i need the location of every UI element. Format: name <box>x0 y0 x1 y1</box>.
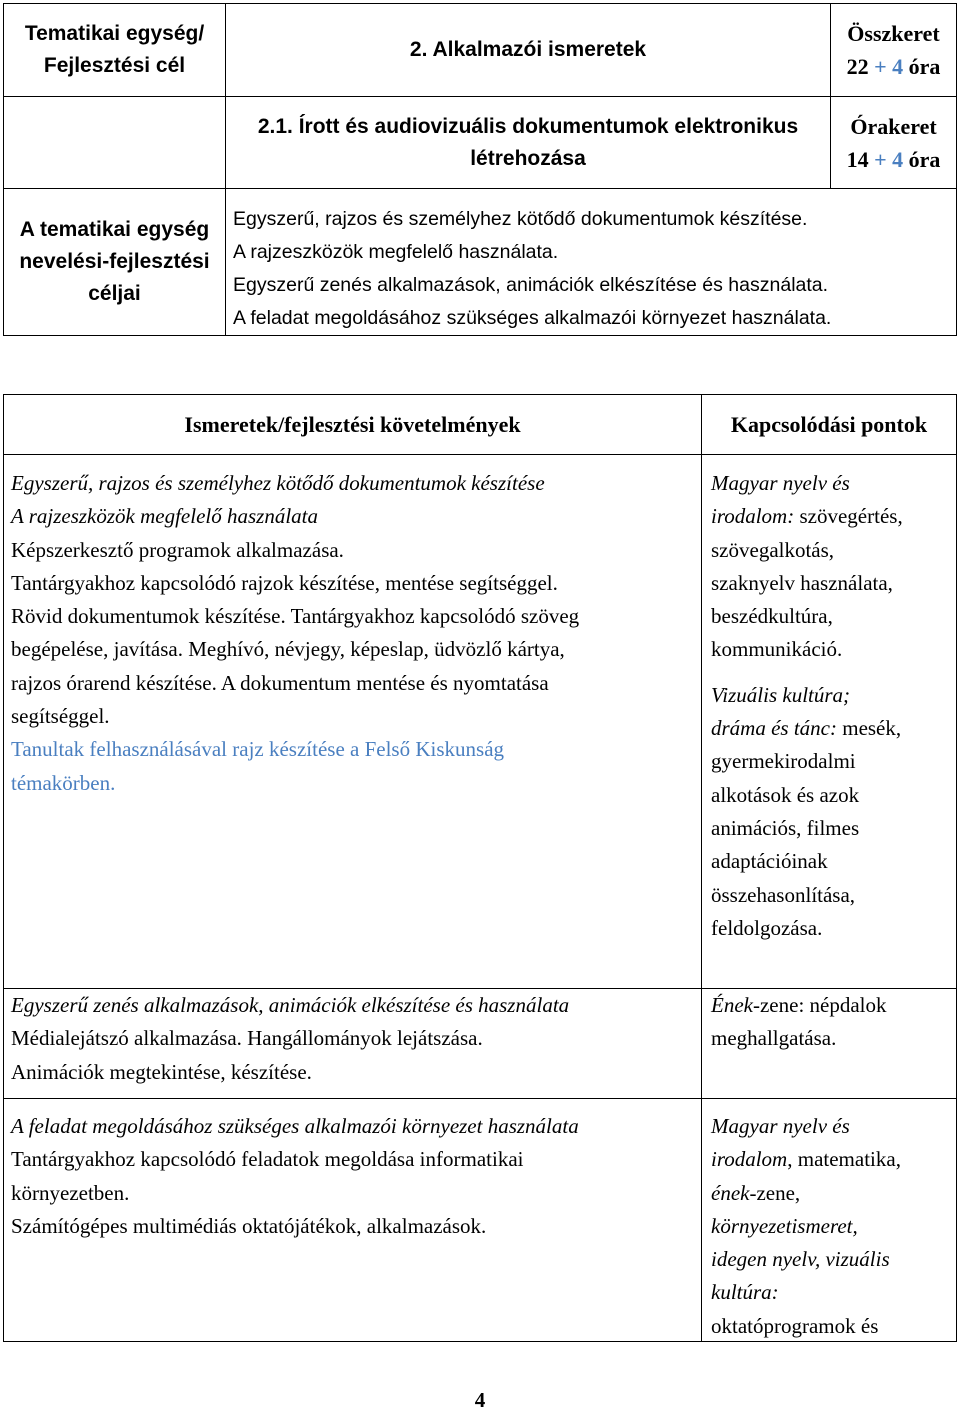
goal-item: A feladat megoldásához szükséges alkalmazói környezet használata. <box>233 307 832 329</box>
hours-label: Órakeret <box>850 113 937 139</box>
link-subject: kultúra: <box>711 1280 779 1305</box>
link-subject: irodalom <box>711 1147 788 1172</box>
link-line <box>711 989 956 1022</box>
block1-line: Rövid dokumentumok készítése. Tantárgyakhoz kapcsolódó szöveg <box>11 604 580 629</box>
goals-label-line-3: céljai <box>88 282 141 305</box>
total-hours-base: 22 <box>846 54 869 79</box>
link-line: meghallgatása. <box>711 1026 837 1051</box>
page-number: 4 <box>474 1388 486 1412</box>
link-line: gyermekirodalmi <box>711 749 856 774</box>
col1-header: Ismeretek/fejlesztési követelmények <box>184 411 521 437</box>
link-line: szaknyelv használata, <box>711 570 893 595</box>
link-subject: környezetismeret, <box>711 1213 858 1238</box>
link-subject: Ének <box>711 993 753 1017</box>
block3-line: Számítógépes multimédiás oktatójátékok, alkalmazások. <box>11 1213 487 1238</box>
block2-content-cell <box>3 988 702 1099</box>
col2-header-cell <box>701 394 957 455</box>
unit-title-cell <box>225 3 831 97</box>
empty-cell <box>3 96 226 189</box>
block1-heading: Egyszerű, rajzos és személyhez kötődő dokumentumok készítése <box>11 471 545 495</box>
block1-line: Tantárgyakhoz kapcsolódó rajzok készítése, mentése segítséggel. <box>11 570 558 595</box>
block2-heading: Egyszerű zenés alkalmazások, animációk elkészítése és használata <box>11 993 570 1017</box>
link-subject: Vizuális kultúra; <box>711 682 851 707</box>
link-line: szövegalkotás, <box>711 537 835 562</box>
link-line: kommunikáció. <box>711 637 843 662</box>
link-subject: idegen nyelv, vizuális <box>711 1247 890 1272</box>
block3-line: környezetben. <box>11 1180 130 1205</box>
link-line <box>711 500 956 533</box>
spacer <box>711 667 956 679</box>
subunit-title-line-2: létrehozása <box>470 146 586 170</box>
block1-heading: A rajzeszközök megfelelő használata <box>11 504 319 529</box>
hours-unit: óra <box>908 146 941 172</box>
link-subject: Magyar nyelv és <box>711 1114 850 1138</box>
goals-label-cell <box>3 188 226 336</box>
block1-line: begépelése, javítása. Meghívó, névjegy, képeslap, üdvözlő kártya, <box>11 637 565 662</box>
link-line: összehasonlítása, <box>711 882 856 907</box>
link-text: -zene, <box>749 1180 801 1205</box>
link-line: beszédkultúra, <box>711 604 833 629</box>
link-subject: irodalom: <box>711 504 795 529</box>
header-label-line-1: Tematikai egység/ <box>24 22 205 45</box>
total-hours-cell <box>830 3 957 97</box>
goals-cell <box>225 188 957 336</box>
link-line <box>711 1177 956 1210</box>
block1-line: rajzos órarend készítése. A dokumentum mentése és nyomtatása <box>11 670 549 695</box>
block2-line: Médialejátszó alkalmazása. Hangállományok lejátszása. <box>11 1026 483 1051</box>
block1-content-cell <box>3 454 702 989</box>
block1-line: segítséggel. <box>11 704 110 729</box>
hours-value <box>847 143 941 176</box>
link-text: szövegértés, <box>794 504 903 529</box>
link-subject: Magyar nyelv és <box>711 471 850 495</box>
link-line: animációs, filmes <box>711 815 860 840</box>
header-label-line-2: Fejlesztési cél <box>43 54 186 77</box>
link-subject: ének <box>711 1180 750 1205</box>
hours-cell <box>830 96 957 189</box>
link-line: feldolgozása. <box>711 915 823 940</box>
block1-local-line: Tanultak felhasználásával rajz készítése a Felső Kiskunság <box>11 737 505 762</box>
link-text: , matematika, <box>787 1147 901 1172</box>
link-text: -zene: népdalok <box>752 993 887 1017</box>
total-hours-label: Összkeret <box>847 21 940 46</box>
col1-header-cell <box>3 394 702 455</box>
block1-local-line: témakörben. <box>11 770 116 795</box>
block3-links-cell <box>701 1098 957 1342</box>
link-subject: dráma és tánc: <box>711 716 837 741</box>
block1-line: Képszerkesztő programok alkalmazása. <box>11 537 344 562</box>
total-hours-value <box>847 50 941 83</box>
subunit-title-cell <box>225 96 831 189</box>
goals-label-line-1: A tematikai egység <box>19 218 210 241</box>
hours-base: 14 <box>846 146 869 172</box>
col2-header: Kapcsolódási pontok <box>730 411 928 437</box>
goal-item: Egyszerű zenés alkalmazások, animációk elkészítése és használata. <box>233 274 829 296</box>
header-label-cell <box>3 3 226 97</box>
block3-heading: A feladat megoldásához szükséges alkalmazói környezet használata <box>11 1114 579 1138</box>
total-hours-plus: + 4 <box>874 54 904 79</box>
link-text: mesék, <box>836 716 902 741</box>
link-line: alkotások és azok <box>711 782 860 807</box>
unit-table <box>3 3 957 336</box>
requirements-table <box>3 394 957 1342</box>
block2-links-cell <box>701 988 957 1099</box>
hours-plus: + 4 <box>874 146 904 172</box>
block2-line: Animációk megtekintése, készítése. <box>11 1059 312 1084</box>
block3-line: Tantárgyakhoz kapcsolódó feladatok megoldása informatikai <box>11 1147 524 1172</box>
goal-item: Egyszerű, rajzos és személyhez kötődő dokumentumok készítése. <box>233 208 808 230</box>
block3-content-cell <box>3 1098 702 1342</box>
unit-title: 2. Alkalmazói ismeretek <box>409 38 647 61</box>
link-line <box>711 712 956 745</box>
link-line: oktatóprogramok és <box>711 1313 879 1338</box>
link-line <box>711 1143 956 1176</box>
goals-label-line-2: nevelési-fejlesztési <box>19 250 210 273</box>
link-line: adaptációinak <box>711 849 828 874</box>
block1-links-cell <box>701 454 957 989</box>
subunit-title-line-1: 2.1. Írott és audiovizuális dokumentumok elektronikus <box>257 114 799 138</box>
goal-item: A rajzeszközök megfelelő használata. <box>233 241 559 263</box>
total-hours-unit: óra <box>908 54 941 79</box>
